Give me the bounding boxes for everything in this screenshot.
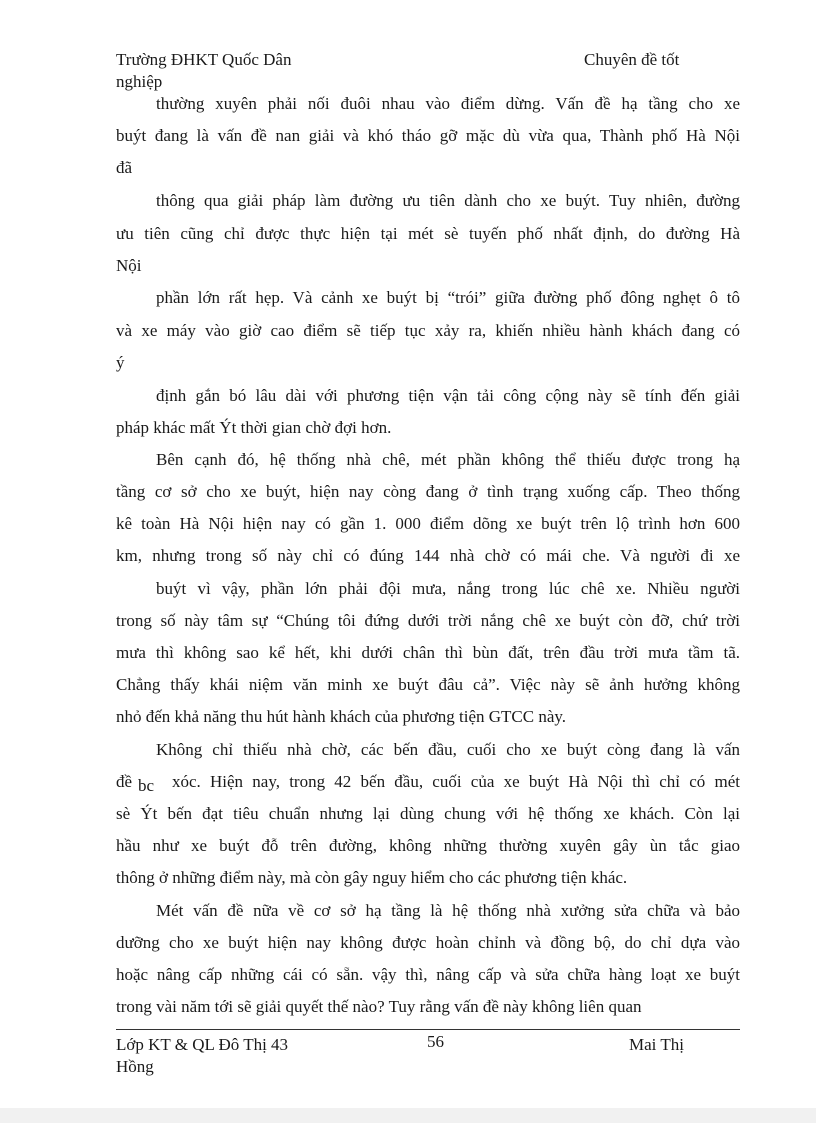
text-line: Chẳng thấy khái niệm văn minh xe buýt đâu cả”. Việc này sẽ ảnh hưởng không [116, 675, 740, 694]
text-line: phần lớn rất hẹp. Và cảnh xe buýt bị “trói” giữa đường phố đông nghẹt ô tô [156, 288, 740, 307]
text-line: Bên cạnh đó, hệ thống nhà chê, mét phần không thể thiếu được trong hạ [156, 450, 740, 469]
text-line: ưu tiên cũng chỉ được thực hiện tại mét sè tuyến phố nhất định, do đường Hà [116, 224, 740, 243]
text-line: trong vài năm tới sẽ giải quyết thế nào? Tuy rằng vấn đề này không liên quan [116, 997, 642, 1016]
text-line: buýt vì vậy, phần lớn phải đội mưa, nắng trong lúc chê xe. Nhiều người [156, 579, 740, 598]
footer-rule [116, 1029, 740, 1030]
text-line: Nội [116, 256, 142, 275]
text-line: ý [116, 353, 125, 372]
text-line: Mét vấn đề nữa về cơ sở hạ tầng là hệ thống nhà xưởng sửa chữa và bảo [156, 901, 740, 920]
text-line: hoặc nâng cấp những cái có sẵn. vậy thì, nâng cấp và sửa chữa hàng loạt xe buýt [116, 965, 740, 984]
text-line: đã [116, 158, 133, 177]
text-line: và xe máy vào giờ cao điểm sẽ tiếp tục xảy ra, khiến nhiều hành khách đang có [116, 321, 740, 340]
text-line: thông qua giải pháp làm đường ưu tiên dành cho xe buýt. Tuy nhiên, đường [156, 191, 740, 210]
text-line: kê toàn Hà Nội hiện nay có gần 1. 000 điểm dõng xe buýt trên lộ trình hơn 600 [116, 514, 740, 533]
text-line: xóc. Hiện nay, trong 42 bến đầu, cuối của xe buýt Hà Nội thì chỉ có mét [172, 772, 740, 791]
header-continuation: nghiệp [116, 72, 163, 91]
page-bottom-strip [0, 1108, 816, 1123]
header-title: Chuyên đề tốt [584, 50, 680, 69]
text-line: mưa thì không sao kể hết, khi dưới chân thì bùn đất, trên đầu trời mưa tầm tã. [116, 643, 740, 662]
text-line: hầu như xe buýt đỗ trên đường, không những thường xuyên gây ùn tắc giao [116, 836, 740, 855]
text-line: thông ở những điểm này, mà còn gây nguy hiểm cho các phương tiện khác. [116, 868, 628, 887]
text-line: pháp khác mất Ýt thời gian chờ đợi hơn. [116, 418, 392, 437]
page-number: 56 [427, 1032, 444, 1051]
text-line: buýt đang là vấn đề nan giải và khó tháo gỡ mặc dù vừa qua, Thành phố Hà Nội [116, 126, 740, 145]
text-line: Không chỉ thiếu nhà chờ, các bến đầu, cuối cho xe buýt còng đang là vấn [156, 740, 740, 759]
text-line-prefix [116, 771, 160, 793]
footer-continuation: Hồng [116, 1057, 154, 1076]
text-line: dưỡng cho xe buýt hiện nay không được hoàn chỉnh và đồng bộ, do chỉ dựa vào [116, 933, 740, 952]
text-line: sè Ýt bến đạt tiêu chuẩn nhưng lại dùng chung với hệ thống xe khách. Còn lại [116, 804, 740, 823]
text-line: thường xuyên phải nối đuôi nhau vào điểm dừng. Vấn đề hạ tầng cho xe [156, 94, 740, 113]
footer-class: Lớp KT & QL Đô Thị 43 [116, 1035, 289, 1054]
text-line: trong số này tâm sự “Chúng tôi đứng dưới trời nắng chê xe buýt còn đỡ, chứ trời [116, 611, 740, 630]
text-line: định gắn bó lâu dài với phương tiện vận tải công cộng này sẽ tính đến giải [156, 386, 740, 405]
text-line: tầng cơ sở cho xe buýt, hiện nay còng đang ở tình trạng xuống cấp. Theo thống [116, 482, 740, 501]
text-line: km, nhưng trong số này chỉ có đúng 144 nhà chờ có mái che. Và người đi xe [116, 546, 740, 565]
footer-author: Mai Thị [629, 1035, 684, 1054]
header-school: Trường ĐHKT Quốc Dân [116, 50, 292, 69]
field-code-bc: bc [138, 776, 155, 793]
text-line: nhỏ đến khả năng thu hút hành khách của phương tiện GTCC này. [116, 707, 567, 726]
word-de: đề [116, 772, 133, 791]
